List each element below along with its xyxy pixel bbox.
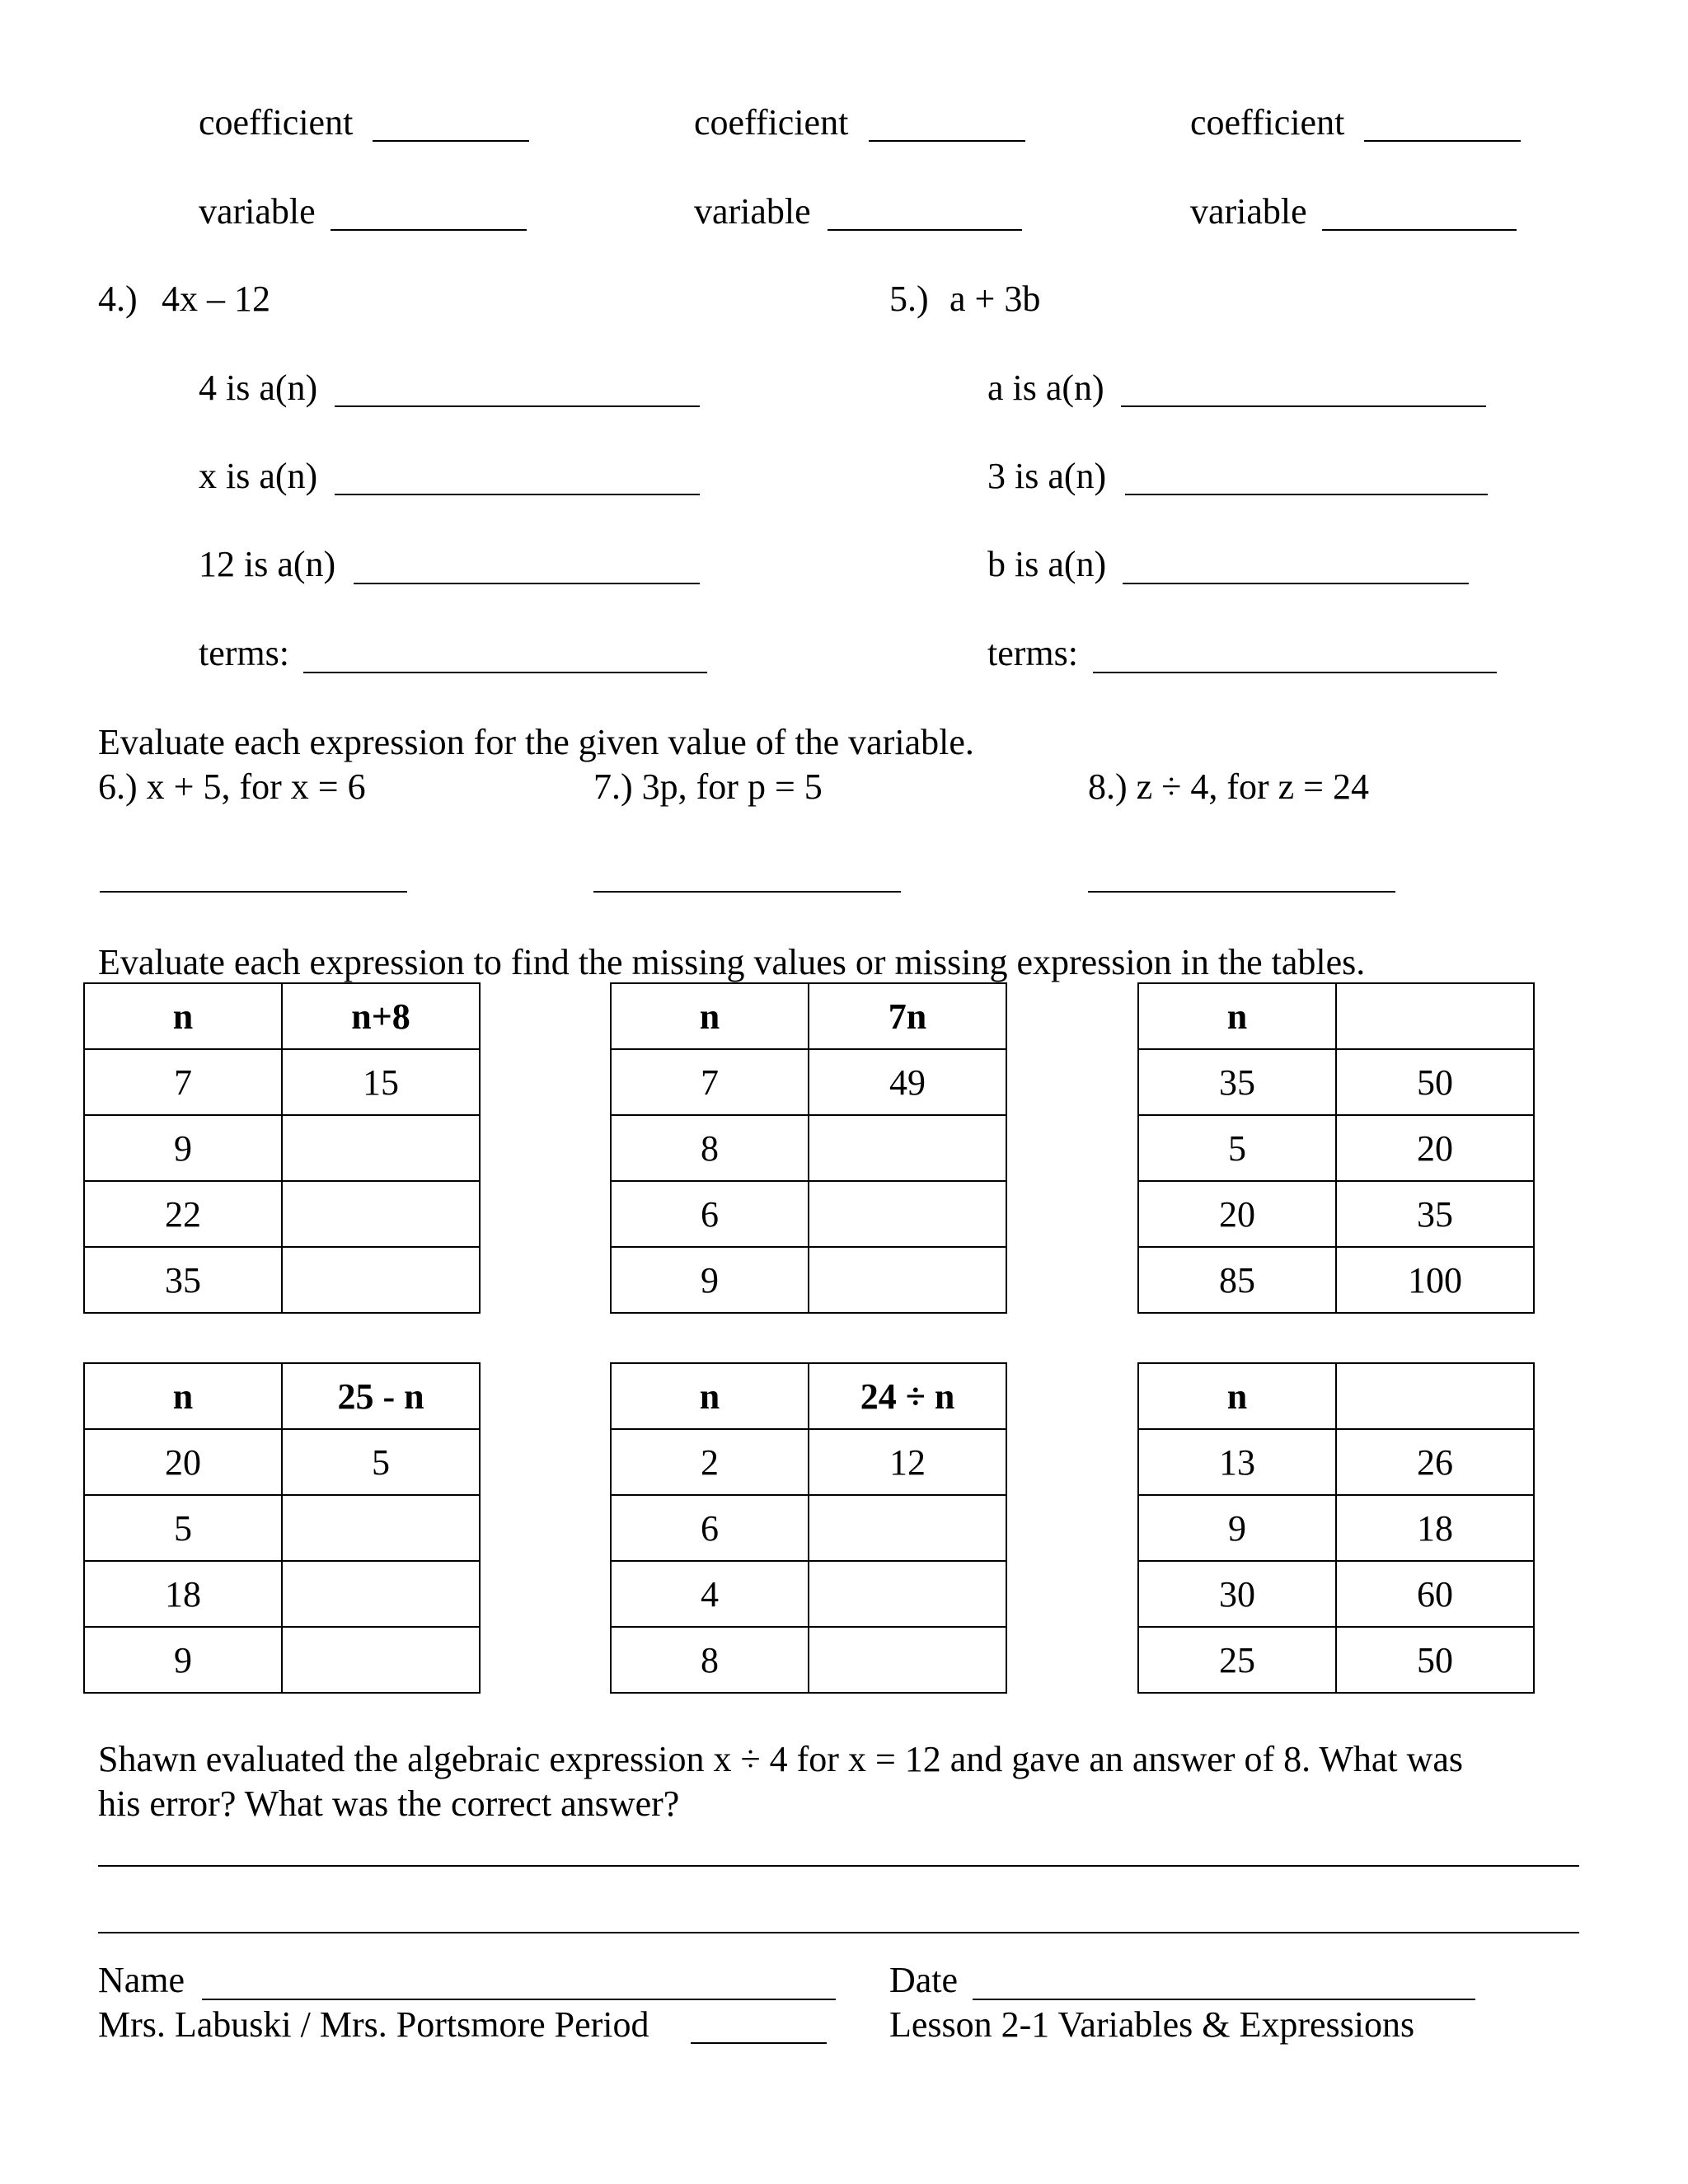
table-header-row (1138, 1363, 1534, 1429)
table-cell: 20 (84, 1429, 282, 1495)
table-cell: 6 (611, 1495, 809, 1561)
table-cell: 35 (1138, 1049, 1336, 1115)
word-problem-answer-line-1[interactable] (98, 1865, 1579, 1867)
table-header-row (611, 983, 1006, 1049)
variable-answer-line-3[interactable] (1322, 229, 1517, 231)
table-row (611, 1495, 1006, 1561)
table-row (611, 1627, 1006, 1693)
table-header-cell: n (1138, 1363, 1336, 1429)
problem-4-expression: 4x – 12 (162, 279, 270, 319)
table-cell: 5 (282, 1429, 480, 1495)
coefficient-answer-line-2[interactable] (869, 140, 1025, 142)
coefficient-label-2: coefficient (694, 102, 849, 143)
table-cell[interactable] (809, 1561, 1006, 1627)
table-cell: 2 (611, 1429, 809, 1495)
table-row (1138, 1115, 1534, 1181)
problem-5-answer-line-3[interactable] (1123, 583, 1469, 584)
table-n-plus-8 (83, 982, 481, 1314)
coefficient-answer-line-3[interactable] (1364, 140, 1521, 142)
table-cell: 35 (1336, 1181, 1534, 1247)
table-header-cell: n (1138, 983, 1336, 1049)
table-header-cell: 7n (809, 983, 1006, 1049)
word-problem-answer-line-2[interactable] (98, 1932, 1579, 1933)
table-header-cell: 25 - n (282, 1363, 480, 1429)
problem-7-answer-line[interactable] (593, 891, 901, 893)
table-cell: 35 (84, 1247, 282, 1313)
table-row (84, 1181, 480, 1247)
table-row (84, 1049, 480, 1115)
table-cell: 100 (1336, 1247, 1534, 1313)
table-cell[interactable] (282, 1627, 480, 1693)
table-cell: 18 (84, 1561, 282, 1627)
table-row (1138, 1049, 1534, 1115)
table-header-cell: n+8 (282, 983, 480, 1049)
table-cell[interactable] (282, 1115, 480, 1181)
problem-4-line-3-label: 12 is a(n) (199, 544, 336, 584)
table-cell: 5 (84, 1495, 282, 1561)
coefficient-label-1: coefficient (199, 102, 354, 143)
problem-6: 6.) x + 5, for x = 6 (98, 766, 366, 807)
table-header-cell: n (84, 1363, 282, 1429)
table-row (611, 1181, 1006, 1247)
table-row (1138, 1181, 1534, 1247)
table-header-cell: 24 ÷ n (809, 1363, 1006, 1429)
problem-5-line-2-label: 3 is a(n) (987, 456, 1107, 496)
coefficient-answer-line-1[interactable] (373, 140, 529, 142)
word-problem-line-2: his error? What was the correct answer? (98, 1783, 680, 1824)
table-row (1138, 1627, 1534, 1693)
table-row (611, 1049, 1006, 1115)
table-header-row (1138, 983, 1534, 1049)
table-cell: 85 (1138, 1247, 1336, 1313)
table-row (611, 1561, 1006, 1627)
table-cell: 60 (1336, 1561, 1534, 1627)
table-cell[interactable] (809, 1627, 1006, 1693)
coefficient-label-3: coefficient (1190, 102, 1345, 143)
table-cell: 20 (1138, 1181, 1336, 1247)
name-label: Name (98, 1960, 185, 2000)
table-cell: 25 (1138, 1627, 1336, 1693)
problem-5-answer-line-1[interactable] (1121, 405, 1486, 407)
variable-answer-line-2[interactable] (828, 229, 1022, 231)
table-cell: 13 (1138, 1429, 1336, 1495)
table-cell[interactable] (282, 1495, 480, 1561)
table-row (84, 1627, 480, 1693)
problem-5-terms-label: terms: (987, 633, 1078, 673)
problem-6-answer-line[interactable] (100, 891, 407, 893)
table-cell: 7 (84, 1049, 282, 1115)
problem-4-line-2-label: x is a(n) (199, 456, 318, 496)
table-cell[interactable] (809, 1247, 1006, 1313)
period-field-line[interactable] (691, 2042, 827, 2044)
table-cell: 26 (1336, 1429, 1534, 1495)
table-row (84, 1495, 480, 1561)
problem-4-answer-line-2[interactable] (335, 494, 700, 495)
table-cell: 5 (1138, 1115, 1336, 1181)
problem-5-expression: a + 3b (950, 279, 1041, 319)
teacher-period-label: Mrs. Labuski / Mrs. Portsmore Period (98, 2004, 649, 2045)
table-cell[interactable] (282, 1561, 480, 1627)
problem-4-answer-line-1[interactable] (335, 405, 700, 407)
table-cell: 7 (611, 1049, 809, 1115)
date-label: Date (889, 1960, 959, 2000)
table-25-minus-n (83, 1362, 481, 1694)
problem-4-number: 4.) (98, 279, 138, 319)
table-cell: 9 (1138, 1495, 1336, 1561)
problem-4-terms-label: terms: (199, 633, 289, 673)
table-row (84, 1247, 480, 1313)
table-24-div-n (610, 1362, 1007, 1694)
table-cell: 20 (1336, 1115, 1534, 1181)
table-cell: 9 (84, 1115, 282, 1181)
table-cell: 50 (1336, 1049, 1534, 1115)
problem-5-answer-line-2[interactable] (1125, 494, 1488, 495)
table-cell: 8 (611, 1627, 809, 1693)
problem-5-line-1-label: a is a(n) (987, 368, 1104, 408)
table-cell: 30 (1138, 1561, 1336, 1627)
problem-5-terms-line[interactable] (1093, 672, 1497, 673)
table-row (1138, 1561, 1534, 1627)
table-cell[interactable] (282, 1181, 480, 1247)
lesson-title: Lesson 2-1 Variables & Expressions (889, 2004, 1415, 2045)
table-header-cell: n (84, 983, 282, 1049)
table-cell: 9 (84, 1627, 282, 1693)
table-header-cell: n (611, 1363, 809, 1429)
problem-8-answer-line[interactable] (1088, 891, 1395, 893)
problem-8: 8.) z ÷ 4, for z = 24 (1088, 766, 1369, 807)
problem-5-line-3-label: b is a(n) (987, 544, 1107, 584)
table-expression-cell[interactable] (1336, 1363, 1534, 1429)
table-row (611, 1115, 1006, 1181)
problem-4-line-1-label: 4 is a(n) (199, 368, 318, 408)
table-row (84, 1429, 480, 1495)
table-missing-expression-1 (1137, 982, 1535, 1314)
evaluate-heading: Evaluate each expression for the given value of the variable. (98, 722, 974, 762)
table-cell: 4 (611, 1561, 809, 1627)
table-cell: 49 (809, 1049, 1006, 1115)
table-header-row (84, 983, 480, 1049)
table-7n (610, 982, 1007, 1314)
table-cell: 50 (1336, 1627, 1534, 1693)
problem-4-terms-line[interactable] (303, 672, 707, 673)
table-cell[interactable] (809, 1495, 1006, 1561)
table-cell: 15 (282, 1049, 480, 1115)
table-cell: 22 (84, 1181, 282, 1247)
table-cell: 12 (809, 1429, 1006, 1495)
table-row (84, 1115, 480, 1181)
date-field-line[interactable] (973, 1999, 1475, 2000)
variable-label-2: variable (694, 191, 811, 232)
problem-5-number: 5.) (889, 279, 929, 319)
variable-answer-line-1[interactable] (331, 229, 527, 231)
variable-label-3: variable (1190, 191, 1307, 232)
table-cell[interactable] (282, 1247, 480, 1313)
table-expression-cell[interactable] (1336, 983, 1534, 1049)
table-row (611, 1247, 1006, 1313)
table-cell[interactable] (809, 1115, 1006, 1181)
table-cell: 18 (1336, 1495, 1534, 1561)
table-row (611, 1429, 1006, 1495)
table-header-cell: n (611, 983, 809, 1049)
table-row (1138, 1247, 1534, 1313)
problem-7: 7.) 3p, for p = 5 (593, 766, 823, 807)
variable-label-1: variable (199, 191, 316, 232)
table-cell[interactable] (809, 1181, 1006, 1247)
table-row (1138, 1429, 1534, 1495)
table-cell: 9 (611, 1247, 809, 1313)
tables-heading: Evaluate each expression to find the missing values or missing expression in the tables. (98, 942, 1366, 982)
problem-4-answer-line-3[interactable] (354, 583, 700, 584)
table-cell: 8 (611, 1115, 809, 1181)
word-problem-line-1: Shawn evaluated the algebraic expression x ÷ 4 for x = 12 and gave an answer of 8. What was (98, 1739, 1464, 1779)
table-row (84, 1561, 480, 1627)
table-missing-expression-2 (1137, 1362, 1535, 1694)
table-header-row (84, 1363, 480, 1429)
name-field-line[interactable] (202, 1999, 836, 2000)
table-cell: 6 (611, 1181, 809, 1247)
table-header-row (611, 1363, 1006, 1429)
table-row (1138, 1495, 1534, 1561)
